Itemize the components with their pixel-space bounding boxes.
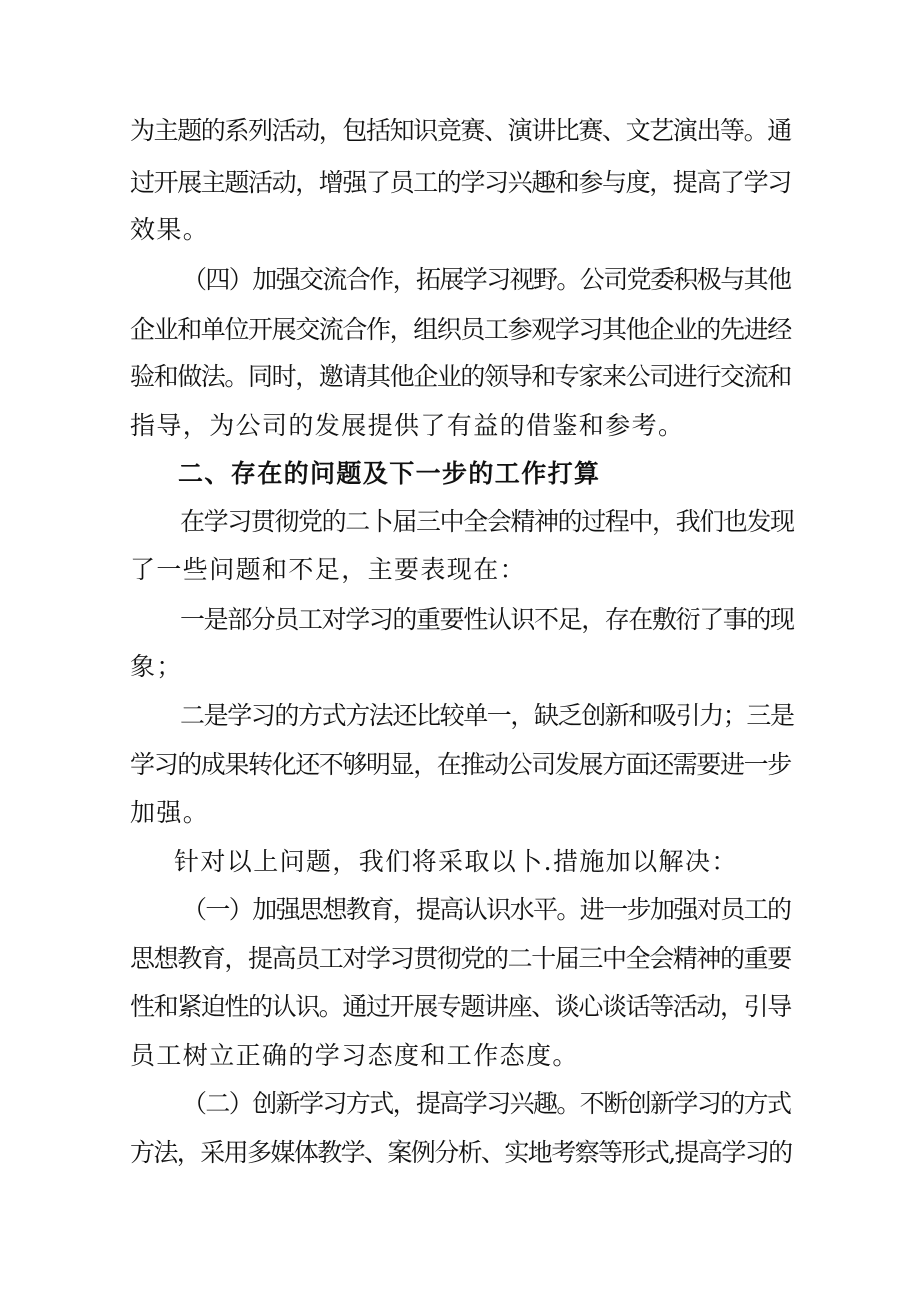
text-line: 在学习贯彻党的二卜届三中全会精神的过程中，我们也发现 xyxy=(180,507,794,536)
text-line: 加强。 xyxy=(130,798,210,827)
text-line: 二是学习的方式方法还比较单一，缺乏创新和吸引力；三是 xyxy=(180,701,794,730)
text-line: 针对以上问题，我们将采取以卜.措施加以解决： xyxy=(174,847,738,876)
text-line: 性和紧迫性的认识。通过开展专题讲座、谈心谈话等活动，引导 xyxy=(130,992,791,1021)
text-line: （一）加强思想教育，提高认识水平。进一步加强对员工的 xyxy=(182,895,791,924)
text-line: 过开展主题活动，增强了员工的学习兴趣和参与度，提高了学习 xyxy=(130,168,791,197)
text-line: 一是部分员工对学习的重要性认识不足，存在敷衍了事的现 xyxy=(180,605,794,634)
text-line: 员工树立正确的学习态度和工作态度。 xyxy=(130,1041,579,1070)
section-heading: 二、存在的问题及下一步的工作打算 xyxy=(178,459,601,488)
text-line: 为主题的系列活动，包括知识竞赛、演讲比赛、文艺演出等。通 xyxy=(130,116,791,145)
text-line: （四）加强交流合作，拓展学习视野。公司党委积极与其他 xyxy=(182,265,791,294)
text-line: 学习的成果转化还不够明显，在推动公司发展方面还需要进一步 xyxy=(130,750,791,779)
text-line: （二）创新学习方式，提高学习兴趣。不断创新学习的方式 xyxy=(182,1089,791,1118)
text-line: 象； xyxy=(130,652,183,681)
text-line: 验和做法。同时，邀请其他企业的领导和专家来公司进行交流和 xyxy=(130,362,791,391)
text-line: 指导，为公司的发展提供了有益的借鉴和参考。 xyxy=(130,411,685,440)
text-line: 思想教育，提高员工对学习贯彻党的二十届三中全会精神的重要 xyxy=(130,944,791,973)
text-line: 效果。 xyxy=(130,215,210,244)
text-line: 了一些问题和不足，主要表现在： xyxy=(130,555,527,584)
text-line: 企业和单位开展交流合作，组织员工参观学习其他企业的先进经 xyxy=(130,315,791,344)
text-line: 方法，采用多媒体教学、案例分析、实地考察等形式,提高学习的 xyxy=(130,1138,792,1167)
